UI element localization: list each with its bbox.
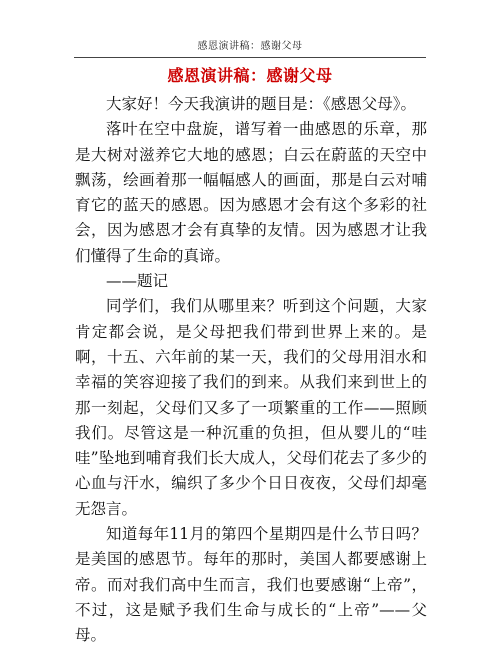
running-header: 感恩演讲稿：感谢父母 [197, 41, 303, 52]
header-divider [74, 57, 426, 58]
document-body [75, 92, 427, 649]
paragraph-greeting: 大家好！今天我演讲的题目是：《感恩父母》。 [106, 95, 417, 113]
document-title: 感恩演讲稿：感谢父母 [167, 66, 333, 85]
paragraph-intro: 落叶在空中盘旋，谱写着一曲感恩的乐章，那是大树对滋养它大地的感恩；白云在蔚蓝的天空中飘荡，绘画着那一幅幅感人的画面，那是白云对哺育它的蓝天的感恩。因为感恩才会有这个多彩的社会，因为感恩才会有真挚的友情。因为感恩才让我们懂得了生命的真谛。 [75, 120, 427, 265]
paragraph-origin: 同学们，我们从哪里来？听到这个问题，大家肯定都会说，是父母把我们带到世界上来的。是啊，十五、六年前的某一天，我们的父母用泪水和幸福的笑容迎接了我们的到来。从我们来到世上的那一刻起，父母们又多了一项繁重的工作——照顾我们。尽管这是一种沉重的负担，但从婴儿的“哇哇”坠地到哺育我们长大成人，父母们花去了多少的心血与汗水，编织了多少个日日夜夜，父母们却毫无怨言。 [75, 297, 427, 518]
paragraph-epigraph: ——题记 [106, 272, 169, 291]
paragraph-thanksgiving: 知道每年11月的第四个星期四是什么节日吗？是美国的感恩节。每年的那时，美国人都要感谢上帝。而对我们高中生而言，我们也要感谢“上帝”，不过，这是赋予我们生命与成长的“上帝”——父母。 [75, 525, 427, 645]
